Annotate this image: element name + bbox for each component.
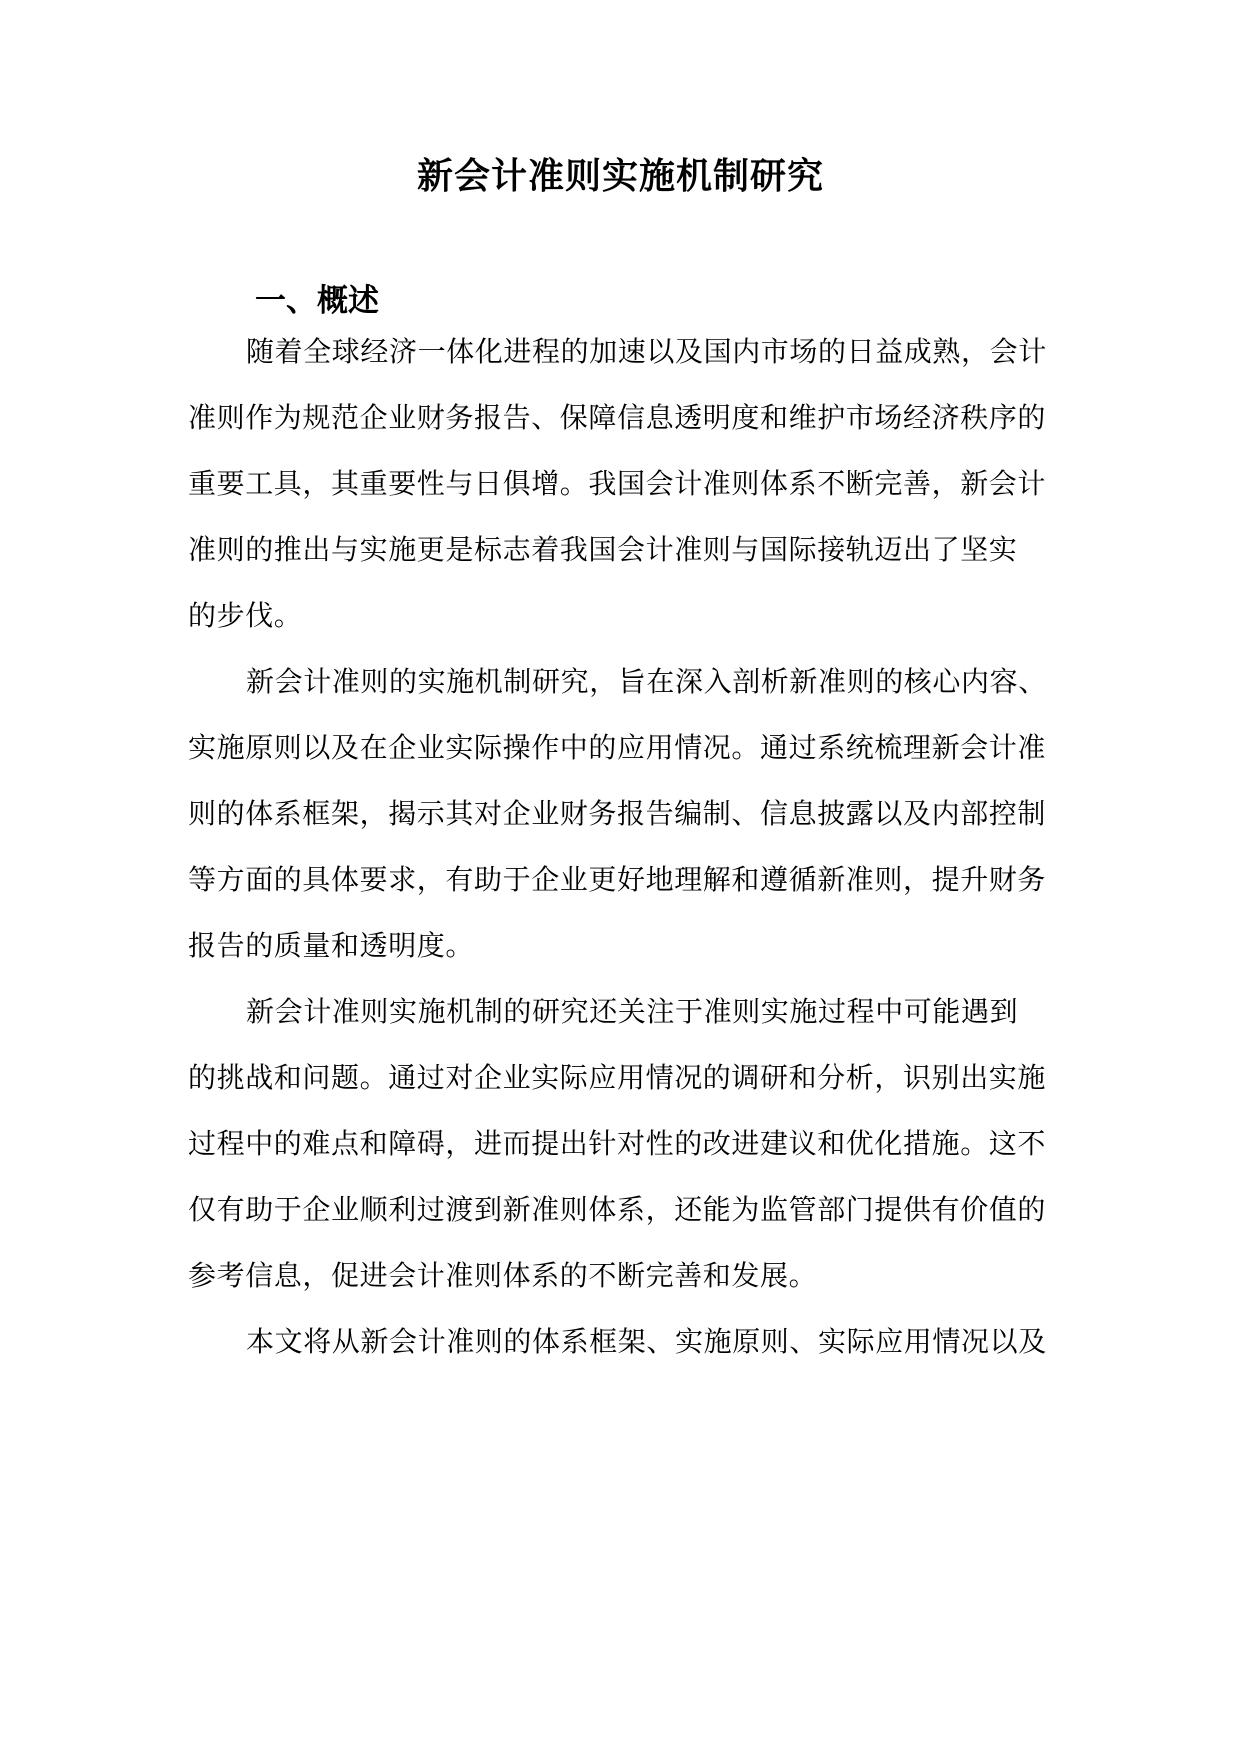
paragraph-line: 的挑战和问题。通过对企业实际应用情况的调研和分析，识别出实施 — [188, 1061, 1047, 1094]
paragraph-line: 准则的推出与实施更是标志着我国会计准则与国际接轨迈出了坚实 — [188, 533, 1018, 566]
paragraph-line: 新会计准则的实施机制研究，旨在深入剖析新准则的核心内容、 — [246, 665, 1047, 698]
paragraph-line: 参考信息，促进会计准则体系的不断完善和发展。 — [188, 1259, 818, 1292]
paragraph-line: 则的体系框架，揭示其对企业财务报告编制、信息披露以及内部控制 — [188, 797, 1047, 830]
paragraph-line: 重要工具，其重要性与日俱增。我国会计准则体系不断完善，新会计 — [188, 467, 1047, 500]
section-heading: 一、概述 — [255, 283, 379, 319]
paragraph-line: 新会计准则实施机制的研究还关注于准则实施过程中可能遇到 — [246, 995, 1019, 1028]
paragraph-line: 实施原则以及在企业实际操作中的应用情况。通过系统梳理新会计准 — [188, 731, 1047, 764]
paragraph-line: 本文将从新会计准则的体系框架、实施原则、实际应用情况以及 — [246, 1325, 1047, 1358]
paragraph-line: 等方面的具体要求，有助于企业更好地理解和遵循新准则，提升财务 — [188, 863, 1047, 896]
paragraph-line: 过程中的难点和障碍，进而提出针对性的改进建议和优化措施。这不 — [188, 1127, 1047, 1160]
paragraph-line: 报告的质量和透明度。 — [188, 929, 475, 962]
document-title: 新会计准则实施机制研究 — [416, 155, 824, 197]
paragraph-line: 仅有助于企业顺利过渡到新准则体系，还能为监管部门提供有价值的 — [188, 1193, 1047, 1226]
paragraph-line: 准则作为规范企业财务报告、保障信息透明度和维护市场经济秩序的 — [188, 401, 1047, 434]
paragraph-line: 的步伐。 — [188, 599, 303, 632]
paragraph-line: 随着全球经济一体化进程的加速以及国内市场的日益成熟，会计 — [246, 335, 1047, 368]
